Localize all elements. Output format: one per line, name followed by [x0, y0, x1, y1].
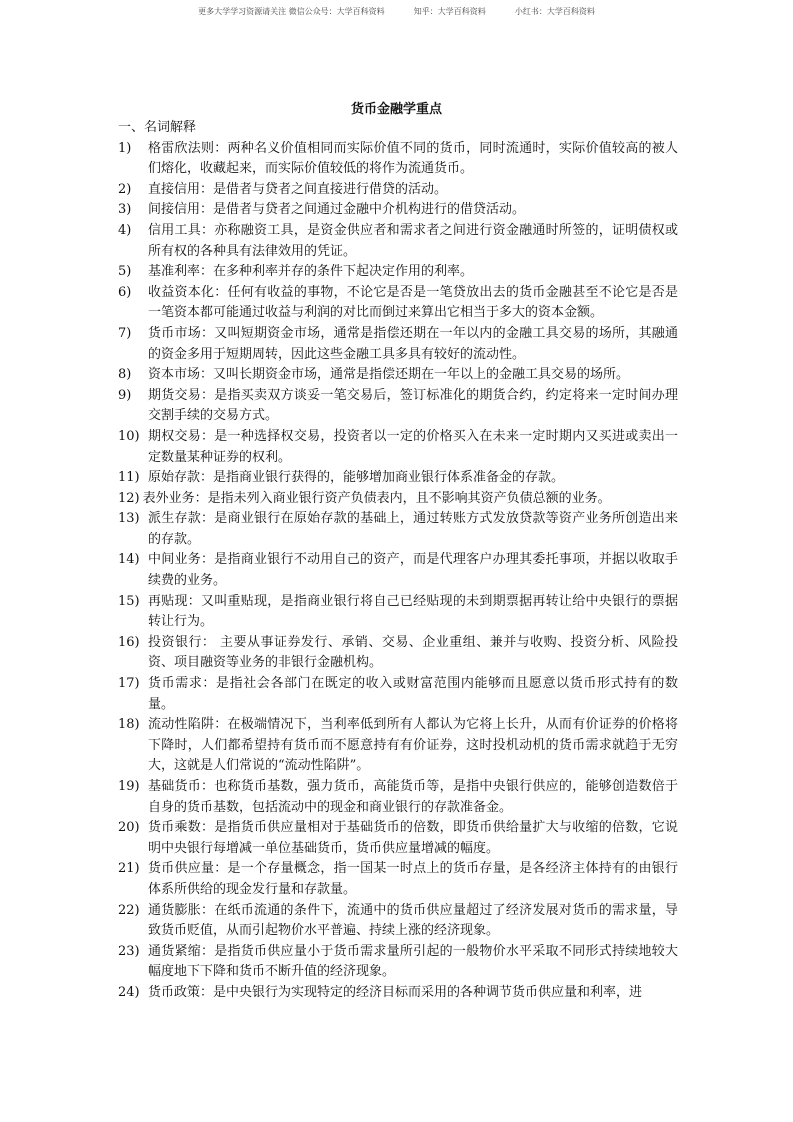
entry-text: 货币市场：又叫短期资金市场，通常是指偿还期在一年以内的金融工具交易的场所，其融通的资金多用于短期周转，因此这些金融工具多具有较好的流动性。	[148, 325, 678, 362]
definition-entry	[118, 468, 678, 489]
entry-text: 货币政策：是中央银行为实现特定的经济目标而采用的各种调节货币供应量和利率，进	[148, 984, 643, 1000]
entry-number: 21)	[118, 861, 140, 877]
entry-text: 基准利率：在多种利率并存的条件下起决定作用的利率。	[148, 264, 474, 280]
definition-entry	[118, 283, 678, 324]
header-wechat-text: 更多大学学习资源请关注 微信公众号：大学百科资料	[198, 7, 385, 16]
entry-text: 期货交易：是指买卖双方谈妥一笔交易后，签订标准化的期货合约，约定将来一定时间办理交割手续的交易方式。	[148, 387, 678, 424]
definition-entry	[118, 386, 678, 427]
definition-entry	[118, 324, 678, 365]
entry-number: 24)	[118, 984, 140, 1000]
definition-entry	[118, 715, 678, 777]
definition-entry	[118, 859, 678, 900]
entry-number: 15)	[118, 593, 140, 609]
entry-text: 信用工具：亦称融资工具，是资金供应者和需求者之间进行资金融通时所签的，证明债权或所有权的各种具有法律效用的凭证。	[148, 222, 678, 259]
entry-text: 通货膨胀：在纸币流通的条件下，流通中的货币供应量超过了经济发展对货币的需求量，导致货币贬值，从而引起物价水平普遍、持续上涨的经济现象。	[148, 902, 678, 939]
entry-number: 8)	[118, 367, 132, 383]
definition-entry	[118, 818, 678, 859]
entry-text: 期权交易：是一种选择权交易，投资者以一定的价格买入在未来一定时期内又买进或卖出一定数量某种证券的权利。	[148, 428, 678, 465]
definition-entry	[118, 489, 678, 510]
entry-text: 货币乘数：是指货币供应量相对于基础货币的倍数，即货币供给量扩大与收缩的倍数，它说明中央银行每增减一单位基础货币，货币供应量增减的幅度。	[148, 820, 678, 856]
entry-text: 表外业务：是指未列入商业银行资产负债表内，且不影响其资产负债总额的业务。	[142, 490, 611, 506]
entry-number: 23)	[118, 943, 140, 959]
entry-number: 14)	[118, 552, 140, 568]
entry-text: 格雷欣法则：两种名义价值相同而实际价值不同的货币，同时流通时，实际价值较高的被人们熔化，收藏起来，而实际价值较低的将作为流通货币。	[148, 140, 678, 177]
entry-text: 收益资本化：任何有收益的事物，不论它是否是一笔贷放出去的货币金融甚至不论它是否是一笔资本都可能通过收益与利润的对比而倒过来算出它相当于多大的资本金额。	[148, 284, 678, 321]
definition-entry	[118, 200, 678, 221]
definition-list	[118, 139, 678, 1004]
definition-entry	[118, 777, 678, 818]
entry-text: 派生存款：是商业银行在原始存款的基础上，通过转账方式发放贷款等资产业务所创造出来的存款。	[148, 511, 678, 547]
definition-entry	[118, 509, 678, 550]
definition-entry	[118, 180, 678, 201]
entry-text: 投资银行： 主要从事证券发行、承销、交易、企业重组、兼并与收购、投资分析、风险投资、项目融资等业务的非银行金融机构。	[148, 634, 678, 671]
definition-entry	[118, 427, 678, 468]
definition-entry	[118, 942, 678, 983]
entry-number: 16)	[118, 634, 140, 650]
entry-number: 20)	[118, 820, 140, 836]
entry-number: 12)	[118, 490, 140, 506]
entry-text: 原始存款：是指商业银行获得的，能够增加商业银行体系准备金的存款。	[148, 470, 565, 486]
entry-text: 货币需求：是指社会各部门在既定的收入或财富范围内能够而且愿意以货币形式持有的数量。	[148, 676, 678, 712]
entry-number: 10)	[118, 428, 140, 444]
entry-text: 流动性陷阱：在极端情况下，当利率低到所有人都认为它将上长升，从而有价证券的价格将下降时，人们都希望持有货币而不愿意持有有价证券，这时投机动机的货币需求就趋于无穷大，这就是人们常说的“流动性陷阱”。	[148, 717, 678, 774]
definition-entry	[118, 139, 678, 180]
entry-number: 4)	[118, 222, 132, 238]
document-title: 货币金融学重点	[350, 102, 442, 117]
document-body	[118, 118, 678, 1004]
entry-text: 货币供应量：是一个存量概念，指一国某一时点上的货币存量，是各经济主体持有的由银行体系所供给的现金发行量和存款量。	[148, 861, 678, 897]
entry-number: 11)	[118, 470, 140, 486]
definition-entry	[118, 592, 678, 633]
entry-number: 9)	[118, 387, 132, 403]
header-zhihu-text: 知乎：大学百科资料	[413, 7, 486, 16]
definition-entry	[118, 901, 678, 942]
header-banner	[0, 6, 793, 17]
entry-number: 1)	[118, 140, 132, 156]
entry-number: 3)	[118, 202, 132, 218]
entry-number: 19)	[118, 779, 140, 794]
entry-number: 18)	[118, 717, 140, 733]
entry-number: 17)	[118, 676, 140, 692]
entry-text: 基础货币：也称货币基数，强力货币，高能货币等，是指中央银行供应的，能够创造数倍于自身的货币基数，包括流动中的现金和商业银行的存款准备金。	[148, 779, 678, 815]
entry-number: 7)	[118, 325, 132, 341]
entry-text: 再贴现：又叫重贴现，是指商业银行将自己已经贴现的未到期票据再转让给中央银行的票据转让行为。	[148, 593, 678, 630]
entry-text: 间接信用：是借者与贷者之间通过金融中介机构进行的借贷活动。	[148, 202, 526, 218]
entry-number: 6)	[118, 284, 132, 300]
header-xiaohongshu-text: 小红书：大学百科资料	[514, 7, 595, 16]
entry-number: 22)	[118, 902, 140, 918]
entry-text: 中间业务：是指商业银行不动用自己的资产，而是代理客户办理其委托事项，并据以收取手续费的业务。	[148, 552, 678, 589]
definition-entry	[118, 633, 678, 674]
entry-number: 5)	[118, 264, 132, 280]
definition-entry	[118, 221, 678, 262]
entry-number: 13)	[118, 511, 140, 527]
entry-text: 资本市场：又叫长期资金市场，通常是指偿还期在一年以上的金融工具交易的场所。	[148, 367, 630, 383]
entry-text: 通货紧缩：是指货币供应量小于货币需求量所引起的一般物价水平采取不同形式持续地较大幅度地下下降和货币不断升值的经济现象。	[148, 943, 678, 980]
definition-entry	[118, 365, 678, 386]
section-heading: 一、名词解释	[118, 120, 197, 135]
definition-entry	[118, 550, 678, 591]
definition-entry	[118, 674, 678, 715]
entry-number: 2)	[118, 181, 132, 197]
definition-entry	[118, 983, 678, 1004]
entry-text: 直接信用：是借者与贷者之间直接进行借贷的活动。	[148, 181, 448, 197]
definition-entry	[118, 262, 678, 283]
